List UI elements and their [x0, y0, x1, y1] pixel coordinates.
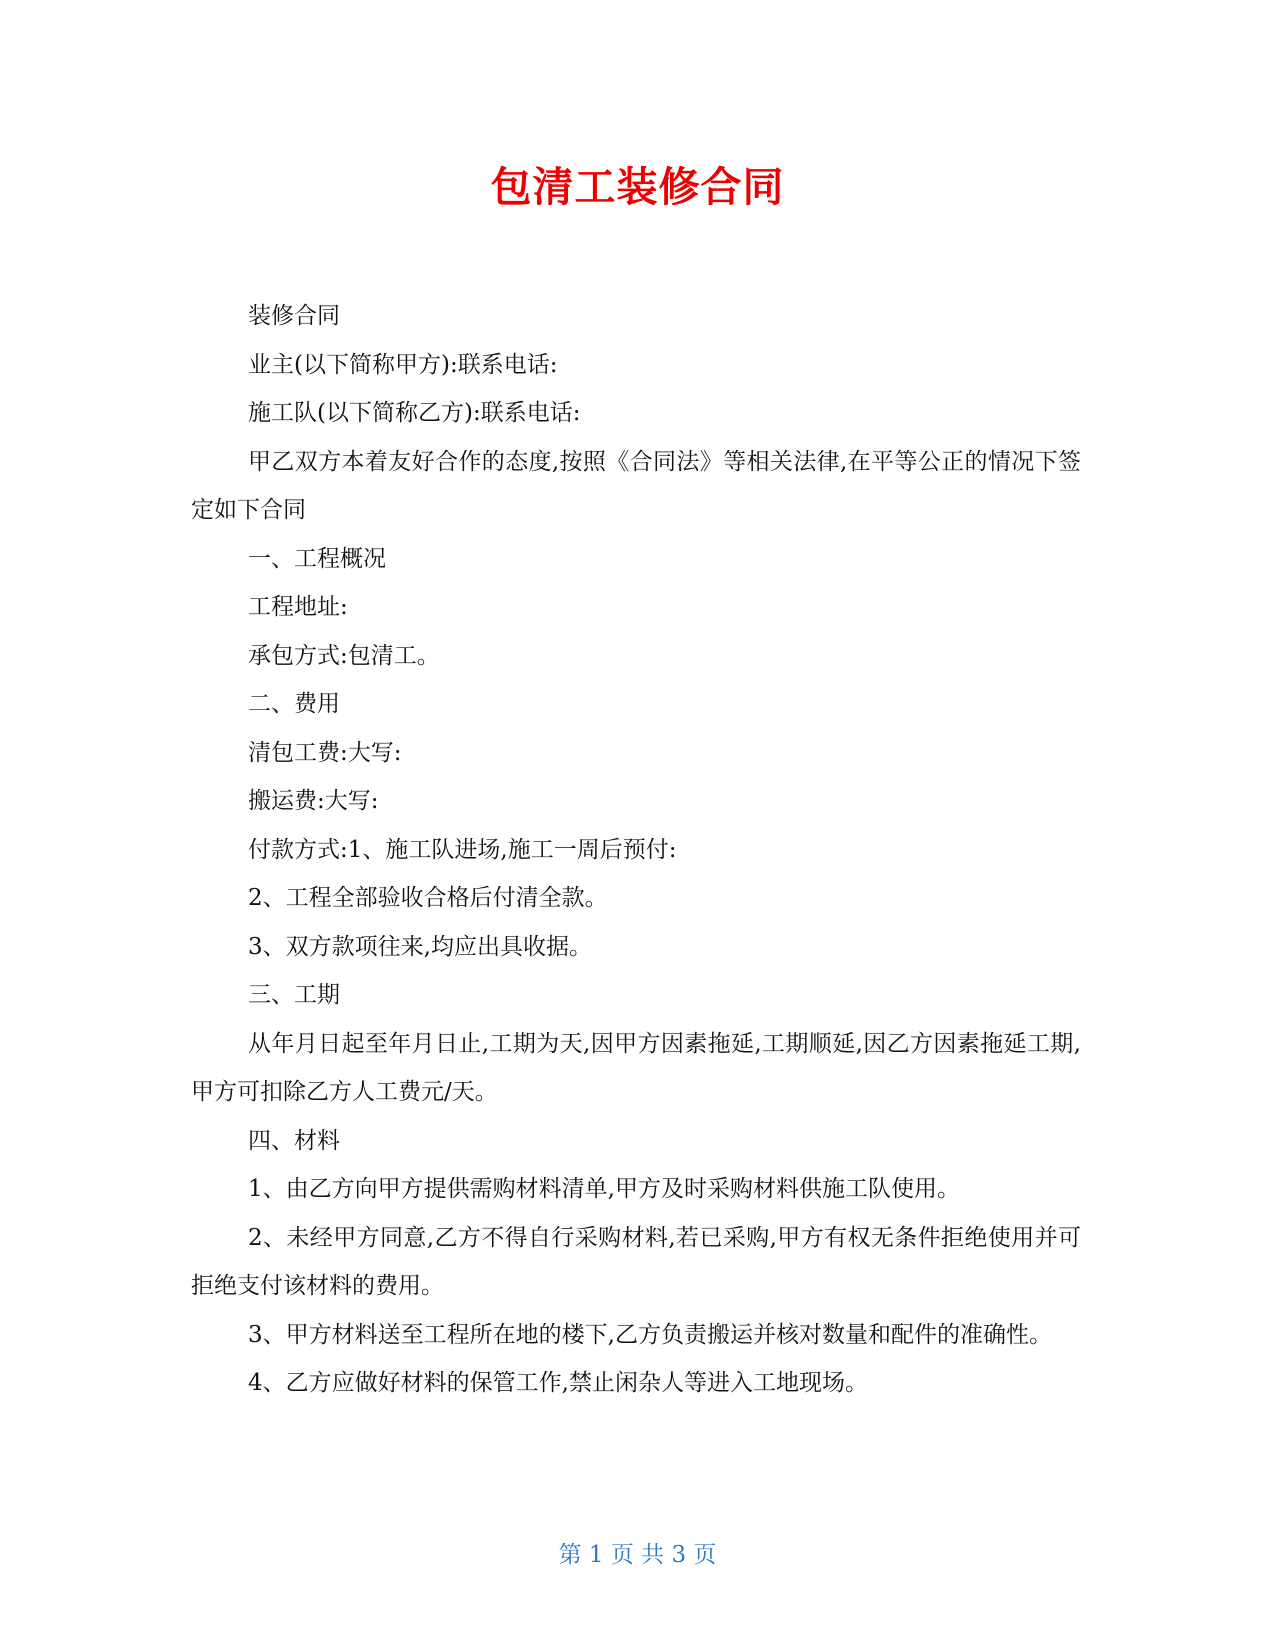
paragraph-moving-fee: 搬运费:大写:	[248, 788, 379, 814]
paragraph-payment-2: 2、工程全部验收合格后付清全款。	[248, 885, 608, 911]
section-heading-overview: 一、工程概况	[248, 545, 386, 572]
paragraph-materials-3: 3、甲方材料送至工程所在地的楼下,乙方负责搬运并核对数量和配件的准确性。	[248, 1321, 1052, 1348]
paragraph-labor-fee: 清包工费:大写:	[248, 739, 402, 766]
paragraph-preamble: 甲乙双方本着友好合作的态度,按照《合同法》等相关法律,在平等公正的情况下签定如下合同	[191, 448, 1081, 523]
section-heading-schedule: 三、工期	[248, 982, 340, 1008]
paragraph-contract-method: 承包方式:包清工。	[248, 642, 440, 669]
section-heading-fees: 二、费用	[248, 691, 340, 717]
page-number-footer: 第 1 页 共 3 页	[558, 1542, 717, 1568]
paragraph-materials-2: 2、未经甲方同意,乙方不得自行采购材料,若已采购,甲方有权无条件拒绝使用并可拒绝支付该材料的费用。	[191, 1224, 1081, 1299]
section-heading-materials: 四、材料	[248, 1127, 340, 1154]
paragraph-party-b: 施工队(以下简称乙方):联系电话:	[248, 400, 581, 426]
paragraph-party-a: 业主(以下简称甲方):联系电话:	[248, 351, 558, 378]
paragraph-schedule: 从年月日起至年月日止,工期为天,因甲方因素拖延,工期顺延,因乙方因素拖延工期,甲方可扣除乙方人工费元/天。	[191, 1030, 1081, 1105]
paragraph-payment-3: 3、双方款项往来,均应出具收据。	[248, 933, 592, 960]
document-body	[191, 292, 1081, 1408]
paragraph-address: 工程地址:	[248, 594, 348, 620]
paragraph-materials-1: 1、由乙方向甲方提供需购材料清单,甲方及时采购材料供施工队使用。	[248, 1176, 960, 1202]
paragraph-payment-1: 付款方式:1、施工队进场,施工一周后预付:	[248, 836, 677, 863]
paragraph-heading: 装修合同	[248, 303, 340, 329]
document-title: 包清工装修合同	[490, 163, 785, 211]
paragraph-materials-4: 4、乙方应做好材料的保管工作,禁止闲杂人等进入工地现场。	[248, 1370, 868, 1396]
